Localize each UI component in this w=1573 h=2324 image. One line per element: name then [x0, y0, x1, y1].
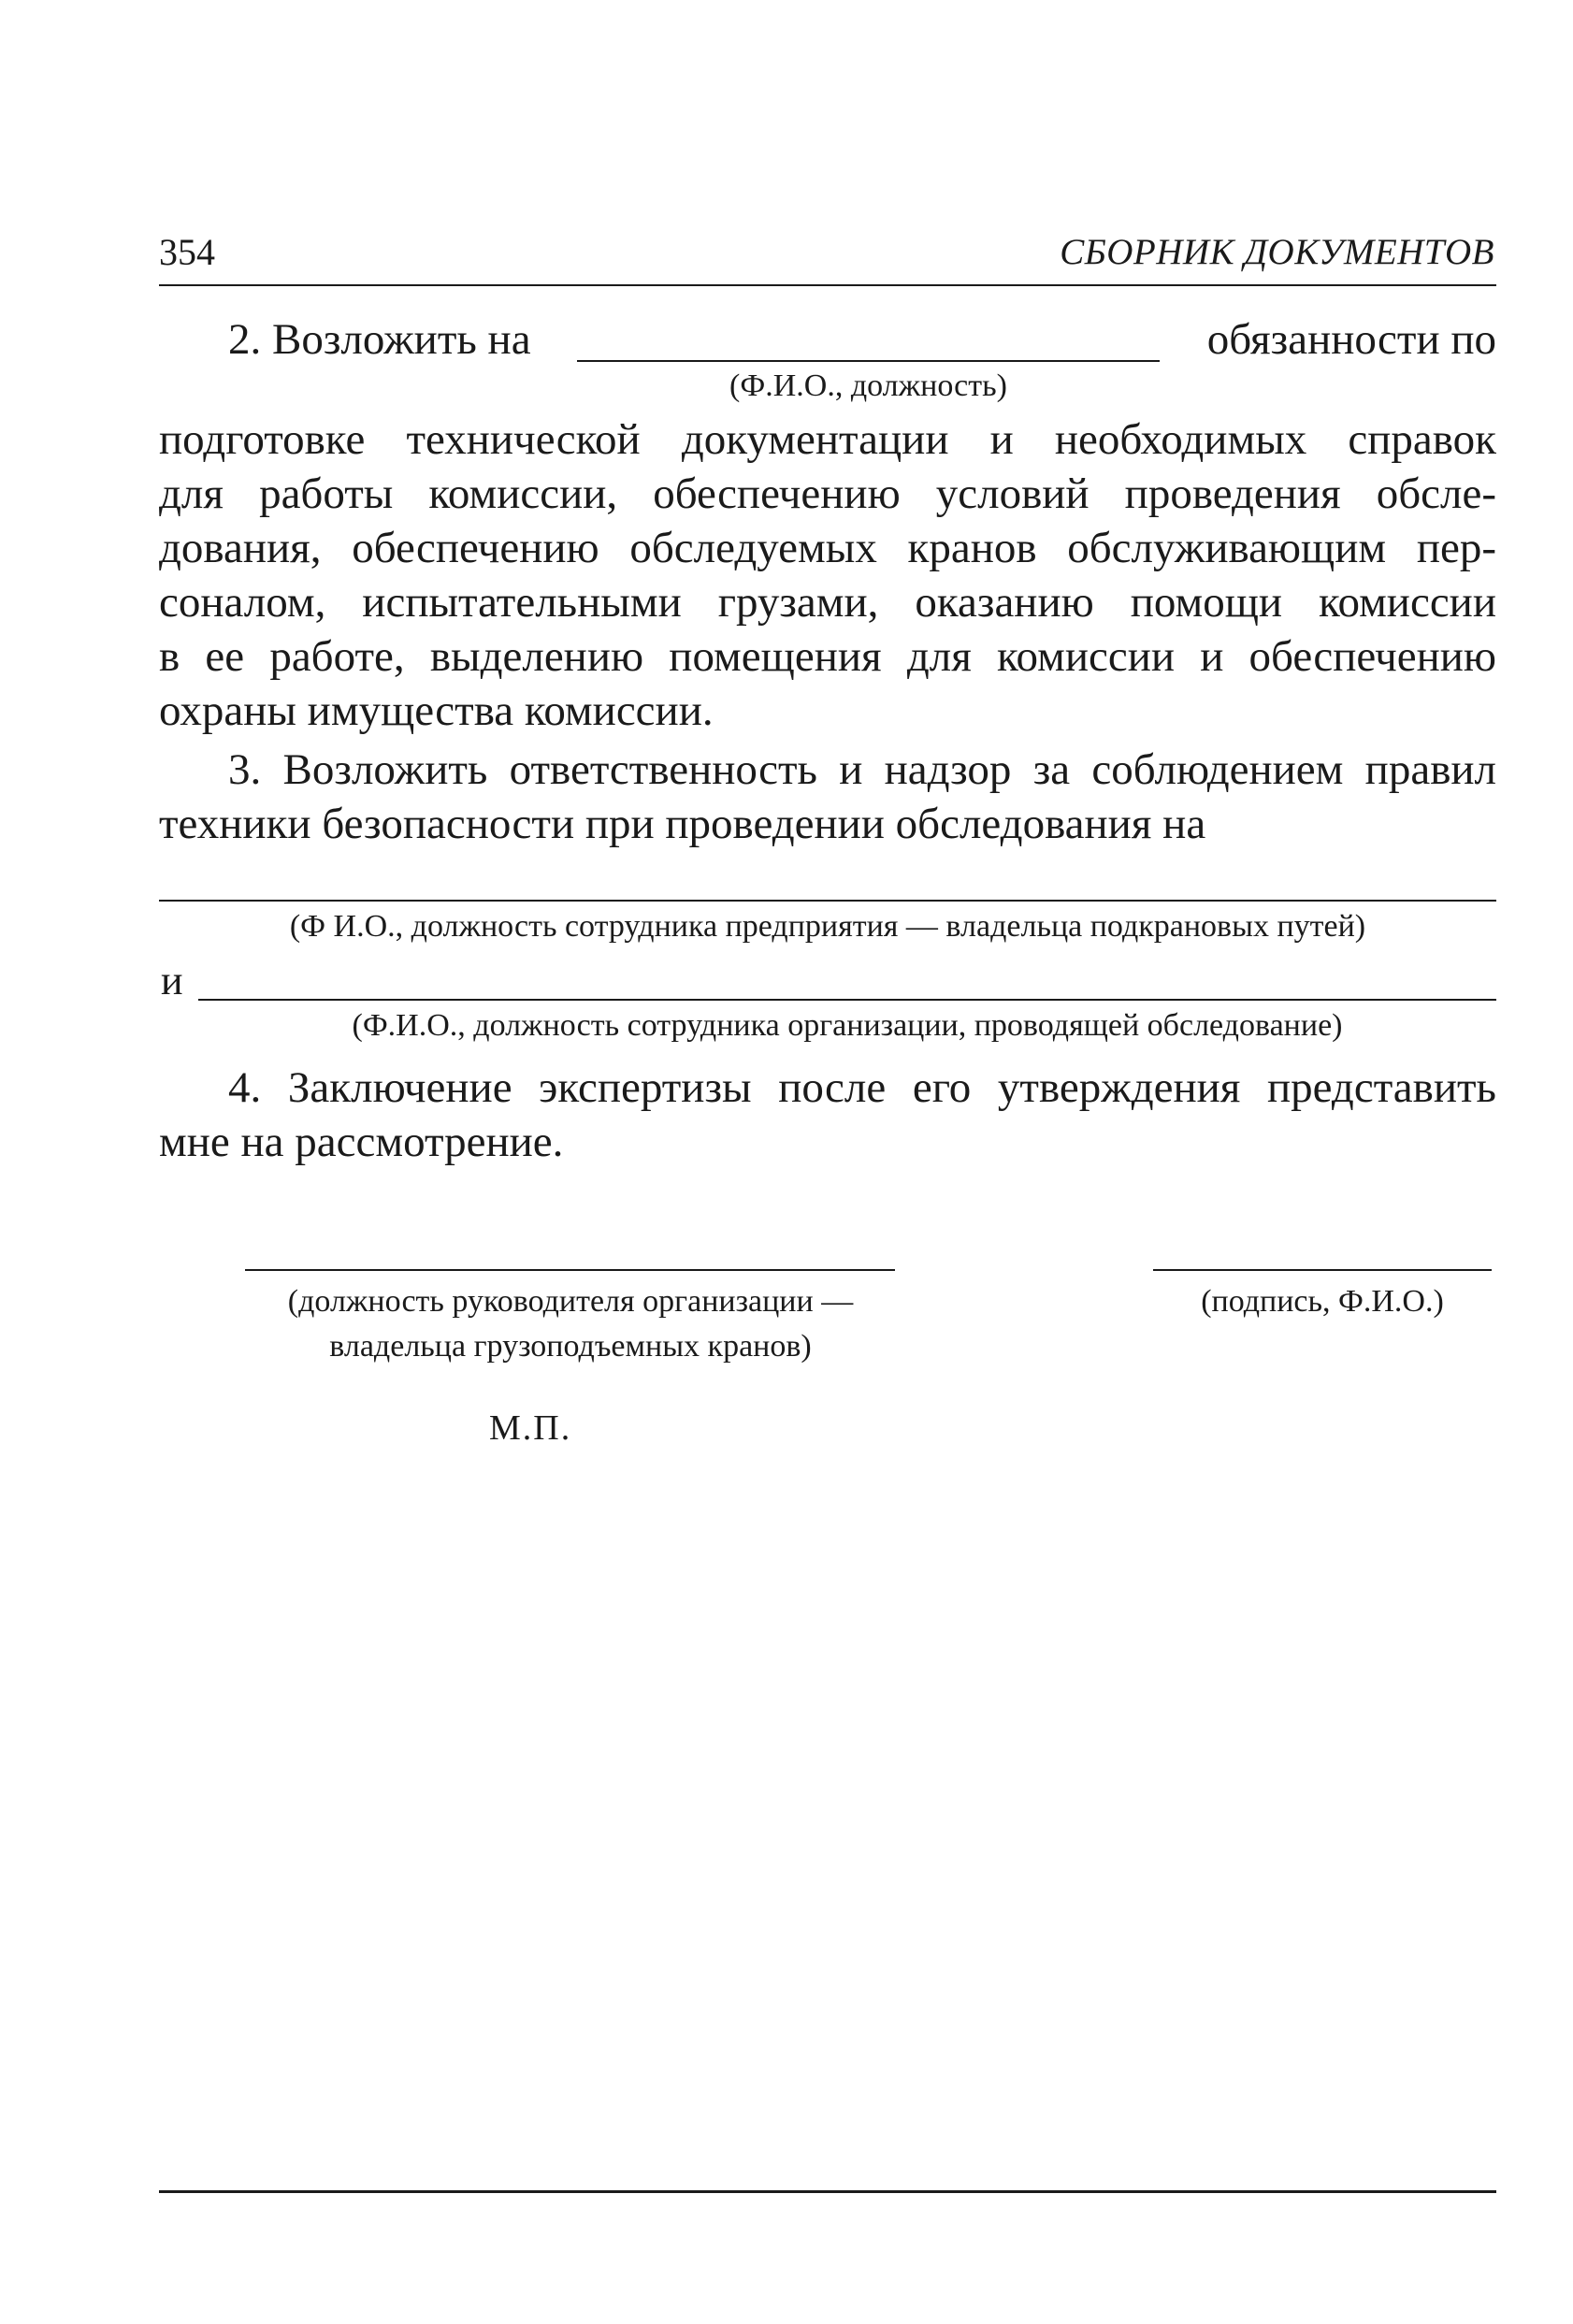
item2-end: обязанности по [1206, 315, 1496, 364]
item2-line-1: подготовке технической документации и необходимых справок [159, 415, 1496, 464]
item3-conjunction: и [161, 958, 183, 1003]
item3-blank-line-1 [159, 900, 1496, 902]
item2-blank-line [577, 360, 1160, 362]
item2-line-3: дования, обеспечению обследуемых кранов обслуживающим пер- [159, 524, 1496, 572]
running-title: СБОРНИК ДОКУМЕНТОВ [1060, 232, 1494, 272]
item2-line-2: для работы комиссии, обеспечению условий проведения обсле- [159, 469, 1496, 518]
stamp-mark: М.П. [489, 1408, 572, 1448]
item2-blank-caption: (Ф.И.О., должность) [729, 368, 1007, 403]
item2-start: 2. Возложить на [228, 315, 531, 364]
item4-line-1: 4. Заключение экспертизы после его утверждения представить [228, 1063, 1496, 1112]
page-number: 354 [159, 231, 215, 273]
footer-rule [159, 2190, 1496, 2193]
position-caption-line-2: владельца грузоподъемных кранов) [329, 1329, 812, 1364]
item3-blank-line-2 [198, 999, 1496, 1001]
position-signature-line [245, 1269, 895, 1271]
item3-line-2: техники безопасности при проведении обследования на [159, 800, 1206, 848]
item4-line-2: мне на рассмотрение. [159, 1118, 564, 1166]
item2-line-4: соналом, испытательными грузами, оказанию помощи комиссии [159, 578, 1496, 627]
signature-line [1153, 1269, 1492, 1271]
item3-line-1: 3. Возложить ответственность и надзор за соблюдением правил [228, 745, 1496, 794]
header-rule [159, 284, 1496, 286]
signature-caption: (подпись, Ф.И.О.) [1201, 1284, 1444, 1319]
item2-line-6: охраны имущества комиссии. [159, 686, 714, 735]
item3-blank-caption-2: (Ф.И.О., должность сотрудника организации, проводящей обследование) [352, 1008, 1343, 1043]
item2-line-5: в ее работе, выделению помещения для комиссии и обеспечению [159, 632, 1496, 681]
position-caption-line-1: (должность руководителя организации — [287, 1284, 854, 1319]
item3-blank-caption-1: (Ф И.О., должность сотрудника предприятия — владельца подкрановых путей) [289, 909, 1366, 944]
